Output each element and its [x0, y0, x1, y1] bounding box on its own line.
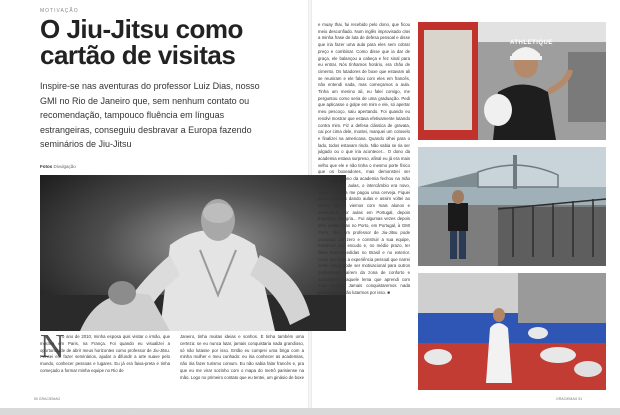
gym-sign: ATHLETIQUE: [510, 40, 553, 46]
body-column-3: [318, 22, 410, 392]
photo-credit-value: Divulgação: [53, 164, 76, 169]
footer-right-folio: GRACIEMAG 51: [556, 397, 583, 401]
article-headline: O Jiu-Jitsu como cartão de visitas: [40, 14, 243, 70]
body-column-1: [40, 334, 170, 392]
section-label: MOTIVAÇÃO: [40, 8, 79, 14]
article-standfirst: Inspire-se nas aventuras do professor Luiz Dias, nosso GMI no Rio de Janeiro que, sem nenhum contato ou recomendação, tampouco fluência em línguas estrangeiras, conseguiu desbravar a Europa fazendo seminários de Jiu-Jitsu: [40, 81, 260, 149]
photo-bridge-art: [418, 147, 606, 266]
photo-mats-art: [418, 273, 606, 390]
pull-quote: "JAMAIS CONQUISTAREMOS NADA GRANDIOSO SE NÃO LUTARMOS POR ISSO": [122, 373, 172, 402]
photo-class-mats: [418, 273, 606, 390]
photo-credit-label: Fotos: [40, 164, 53, 169]
end-mark: ■: [387, 290, 390, 296]
photo-bridge: [418, 147, 606, 266]
drop-cap: N: [40, 328, 65, 365]
body-column-1-text: o ano de 2010, minha esposa quis visitar o irmão, que morava em Paris, na França. Foi quando eu visualizei a oportunidade de abrir meus horizontes como professor de Jiu-Jitsu. Pensei em fazer seminários, ajudar a difundir a arte suave pelo mundo, conhecer pessoas e lugares. Eu já era faixa-preta e tinha começado a formar minha equipe no Rio de: [40, 334, 170, 373]
hero-photo-art: [40, 175, 346, 331]
body-column-3-text: e muay thai, fui recebido pelo dono, que ficou meio desconfiado. Num inglês improvisado citei a minha frase de luta de defesa pessoal e disse que iria fazer uma aula para eles sem cobrar preço e combinar. Como disse que ia dar de graça, ele balançou a cabeça e fez sinal para eu entrar. Nós tínhamos horário, era chão de cimento. Os lutadores de boxe que estavam ali se reuniram e ele falou com eles em francês, não entendi nada, mas começamos a aula. Tinha um menino ali, eu falei comigo, me perguntou como seria de uma graduação. Pedi que aplicasse o golpe em mim e ele, só apertar meu pescoço, saiu apertando. Foi quando eu resolvi mostrar que estava efetivamente lutando contra mim. Fiz a defesa clássica de gravata, cai por cima dele, montei, marquei um cotovelo e finalizei na americana. Quando olhei para o lado, todos estavam rindo. Não sabia se ria ser julgado ou o que iria acontecer... O dono da academia estava surpreso, afinal eu já era mais velho que ele e não tinha o mesmo porte físico que os boxeadores, mas demonstrei ser eficiente. O dono da academia fechou na mão um pacote de aulas, o intercâmbio era novo, amigo, e ainda me pagou uma cerveja. Fiquei duas semanas dando aulas e assim voltei ao Brasil. De lá viemos com mais alunos e seminários por aulas em Portugal, depois Espanha, Hungria... Fui algumas vezes depois sem metas fixas no Porto, em Portugal, à GMI Porto. Sim, um professor de Jiu-Jitsu pode conseguir do zero e construir a sua equipe, fortalecer seu escudo e, no médio prazo, ter filiais bem-sucedidas no Brasil e no exterior. Creio que toda a experiência pessoal que narrei neste artigo pode ser motivacional para outros professores saírem da zona de conforto e acreditarem naquele lema que aprendi com meu mestre: Jamais conquistaremos nada grandioso se não lutarmos por isso.: [318, 22, 410, 296]
body-column-2: [180, 334, 304, 392]
photo-credit: [40, 164, 76, 169]
footer-left-folio: 50 GRACIEMAG: [34, 397, 61, 401]
body-column-2-text: Janeiro, tinha muitas ideias e sonhos. E tinha também uma certeza: se eu nunca lutar, jamais conquistaria nada grandioso, só não lutasse por isso. Então eu comprei uma briga com a minha mulher e meu cunhado: eu iria conhecer as academias, não iria fazer turismo comum. Eu não sabia falar francês e, pra que eu me virar sozinho com o mapa do metrô parisiense na mão. Logo no primeiro contato que eu tentei, um ginásio de boxe: [180, 334, 304, 380]
pull-quote-author: Luiz Dias: [122, 410, 139, 415]
photo-gym-entrance: [418, 22, 606, 140]
